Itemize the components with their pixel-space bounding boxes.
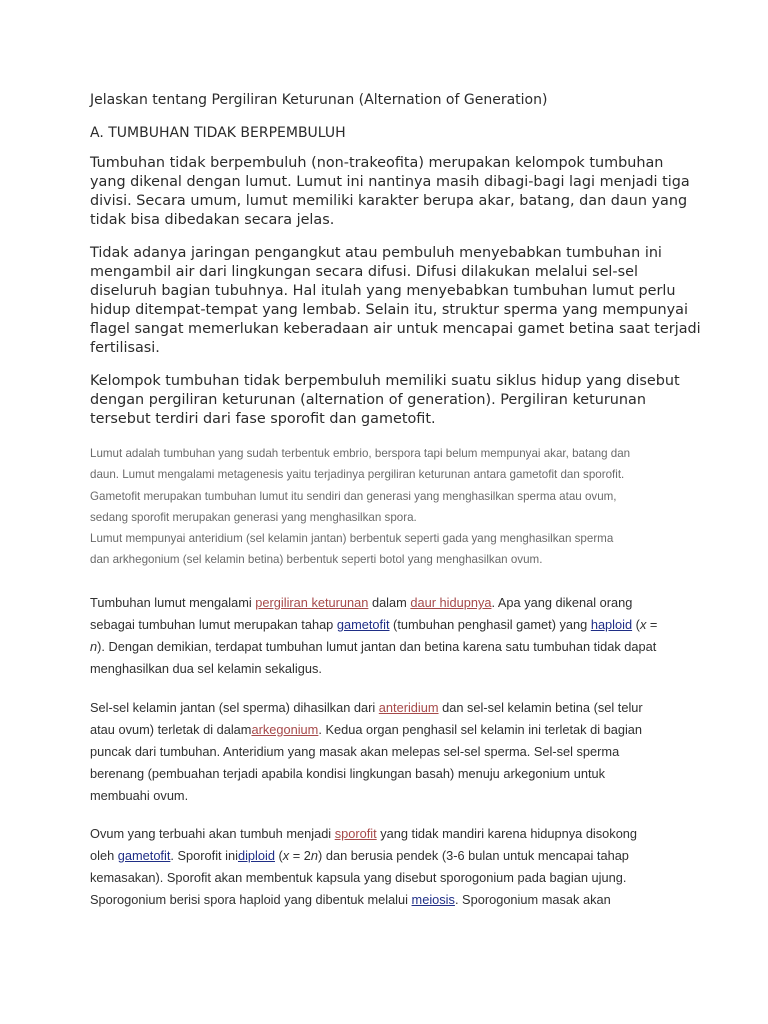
text-line: dengan pergiliran keturunan (alternation of generation). Pergiliran keturunan <box>90 392 646 408</box>
link-diploid[interactable]: diploid <box>237 848 275 863</box>
text-line <box>90 636 690 658</box>
link-pergiliran-keturunan[interactable]: pergiliran keturunan <box>255 595 369 610</box>
paragraph-diffusion <box>90 244 701 358</box>
text-run: = <box>646 617 658 632</box>
text-line <box>90 823 690 845</box>
text-line: tersebut terdiri dari fase sporofit dan gametofit. <box>90 411 436 427</box>
text-line: Kelompok tumbuhan tidak berpembuluh memiliki suatu siklus hidup yang disebut <box>90 373 680 389</box>
text-run: sebagai tumbuhan lumut merupakan tahap <box>90 617 337 632</box>
text-run: Sel-sel kelamin jantan (sel sperma) dihasilkan dari <box>90 700 379 715</box>
text-run: ( <box>274 848 283 863</box>
text-run: ) dan berusia pendek (3-6 bulan untuk mencapai tahap <box>318 848 629 863</box>
text-line: menghasilkan dua sel kelamin sekaligus. <box>90 661 322 676</box>
paragraph-life-cycle <box>90 372 690 429</box>
text-line: dan arkhegonium (sel kelamin betina) berbentuk seperti botol yang menghasilkan ovum. <box>90 553 543 567</box>
math-variable: n <box>310 848 319 863</box>
text-line: Lumut adalah tumbuhan yang sudah terbentuk embrio, berspora tapi belum mempunyai akar, batang dan <box>90 447 631 460</box>
text-run: . Kedua organ penghasil sel kelamin ini terletak di bagian <box>318 722 643 737</box>
text-line <box>90 889 690 911</box>
link-meiosis[interactable]: meiosis <box>411 892 455 907</box>
math-variable: n <box>90 639 98 654</box>
text-line <box>90 845 690 867</box>
text-run: . Sporofit ini <box>170 848 238 863</box>
link-sporofit[interactable]: sporofit <box>334 826 377 841</box>
link-arkegonium[interactable]: arkegonium <box>251 722 319 737</box>
text-line <box>90 614 690 636</box>
paragraph-gametophyte <box>90 592 690 680</box>
text-line: hidup ditempat-tempat yang lembab. Selain itu, struktur sperma yang mempunyai <box>90 302 688 318</box>
text-run: dan sel-sel kelamin betina (sel telur <box>438 700 643 715</box>
text-run: (tumbuhan penghasil gamet) yang <box>389 617 591 632</box>
text-line: daun. Lumut mengalami metagenesis yaitu terjadinya pergiliran keturunan antara gametofit dan sporofit. <box>90 468 625 482</box>
text-run: ( <box>632 617 640 632</box>
math-variable: x <box>639 617 647 632</box>
document-title: Jelaskan tentang Pergiliran Keturunan (Alternation of Generation) <box>90 92 548 108</box>
paragraph-sporophyte <box>90 823 690 911</box>
link-gametofit[interactable]: gametofit <box>117 848 171 863</box>
paragraph-sex-organs <box>90 697 690 807</box>
text-line <box>90 697 690 719</box>
text-line <box>90 592 690 614</box>
text-line: Lumut mempunyai anteridium (sel kelamin jantan) berbentuk seperti gada yang menghasilkan sperma <box>90 532 614 546</box>
paragraph-intro <box>90 154 690 230</box>
text-run: oleh <box>90 848 118 863</box>
text-line: Gametofit merupakan tumbuhan lumut itu sendiri dan generasi yang menghasilkan sperma atau ovum, <box>90 489 617 503</box>
text-line: diseluruh bagian tubuhnya. Hal itulah yang menyebabkan tumbuhan lumut perlu <box>90 283 676 299</box>
link-anteridium[interactable]: anteridium <box>378 700 439 715</box>
text-line: fertilisasi. <box>90 340 160 356</box>
text-line: berenang (pembuahan terjadi apabila kondisi lingkungan basah) menuju arkegonium untuk <box>90 766 606 781</box>
text-run: ). Dengan demikian, terdapat tumbuhan lumut jantan dan betina karena satu tumbuhan tidak dapat <box>97 639 657 654</box>
text-run: . Apa yang dikenal orang <box>491 595 633 610</box>
text-line: flagel sangat memerlukan keberadaan air untuk mencapai gamet betina saat terjadi <box>90 321 701 337</box>
text-run: Sporogonium berisi spora haploid yang dibentuk melalui <box>90 892 412 907</box>
text-line: yang dikenal dengan lumut. Lumut ini nantinya masih dibagi-bagi lagi menjadi tiga <box>90 174 690 190</box>
text-line: Tumbuhan tidak berpembuluh (non-trakeofita) merupakan kelompok tumbuhan <box>90 155 664 171</box>
text-run: dalam <box>368 595 411 610</box>
text-run: . Sporogonium masak akan <box>454 892 611 907</box>
text-line: membuahi ovum. <box>90 788 189 803</box>
text-run: Ovum yang terbuahi akan tumbuh menjadi <box>90 826 335 841</box>
text-line <box>90 719 690 741</box>
text-line: sedang sporofit merupakan generasi yang menghasilkan spora. <box>90 510 417 524</box>
text-line: mengambil air dari lingkungan secara difusi. Difusi dilakukan melalui sel-sel <box>90 264 638 280</box>
text-line: kemasakan). Sporofit akan membentuk kapsula yang disebut sporogonium pada bagian ujung. <box>90 870 627 885</box>
link-gametofit[interactable]: gametofit <box>336 617 390 632</box>
section-heading: A. TUMBUHAN TIDAK BERPEMBULUH <box>90 125 346 141</box>
text-line: Tidak adanya jaringan pengangkut atau pembuluh menyebabkan tumbuhan ini <box>90 245 662 261</box>
link-haploid[interactable]: haploid <box>590 617 633 632</box>
text-run: = 2 <box>289 848 311 863</box>
text-run: atau ovum) terletak di dalam <box>90 722 252 737</box>
text-run: yang tidak mandiri karena hidupnya disokong <box>376 826 638 841</box>
text-run: Tumbuhan lumut mengalami <box>90 595 256 610</box>
text-line: tidak bisa dibedakan secara jelas. <box>90 212 335 228</box>
text-line: puncak dari tumbuhan. Anteridium yang masak akan melepas sel-sel sperma. Sel-sel sperma <box>90 744 620 759</box>
math-variable: x <box>282 848 290 863</box>
quoted-definition <box>90 443 710 571</box>
link-daur-hidupnya[interactable]: daur hidupnya <box>410 595 492 610</box>
text-line: divisi. Secara umum, lumut memiliki karakter berupa akar, batang, dan daun yang <box>90 193 688 209</box>
